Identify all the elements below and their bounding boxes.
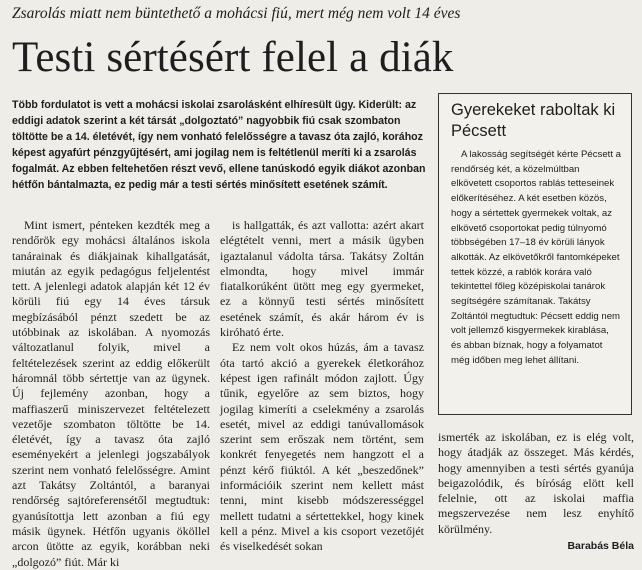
column-1-text: Mint ismert, pénteken kezdték meg a rendőrök egy mohácsi általános iskola tanárainak és diákjainak kihallgatását, miután az egyik pedagógus feljelentést tett. A jelenlegi adatok alapján két 12 év körüli fiú egy 14 éves társuk megbízásából pénzt szedett be az utóbbinak az iskolában. A nyomozás változatlanul folyik, mivel a feltételezések szerint az eddig előkerült háromnál több sértettje van az ügynek. Új fejlemény azonban, hogy a maffiaszerű miniszervezet feltételezett vezetője szombaton töltötte be 14. életévét, így a tavasz óta zajló eseményekért a jelenlegi jogszabályok szerint nem vonható felelősségre. Amint azt Takátsy Zoltántól, a baranyai rendőrség sajtóreferensétől megtudtuk: gyanúsítottja lett azonban a fiú egy másik ügynek. Hétfőn ugyanis ököllel arcon ütötte az egyik, korábban neki „dolgozó” fiút. Már ki <box>12 218 210 569</box>
column-2-text-a: is hallgatták, és azt vallotta: azért akart elégtételt venni, mert a másik ügyben igaztalanul vádolta társa. Takátsy Zoltán elmondta, hogy mivel immár fiatalkorúként ütött meg egy gyermeket, ez a könnyű testi sértés minősített esetének számít, és akár három év is kiróható érte. <box>220 218 424 340</box>
column-3-text: ismerték az iskolában, ez is elég volt, hogy átadják az összeget. Más kérdés, hogy amennyiben a testi sértés gyanúja beigazolódik, és bíróság elött kell felelnie, ott az iskolai maffia megszervezése nem lesz enyhítő körülmény. <box>438 430 634 536</box>
sidebar-box <box>438 93 632 415</box>
kicker: Zsarolás miatt nem büntethető a mohácsi fiú, mert még nem volt 14 éves <box>12 5 461 22</box>
article-column-2 <box>220 218 424 555</box>
sidebar-text: A lakosság segítségét kérte Pécsett a rendőrség két, a közelmúltban elkövetett csoportos rablás tetteseinek előkerítéséhez. A két esetben közös, hogy a sértettek gyermekek voltak, az elkövető csoportokat pedig túlnyomó többségében 17–18 év körüli lányok alkották. Az elkövetőkről fantomképeket tettek közzé, a rablók korára való tekintettel főleg középiskolai tanárok segítségére számítanak. Takátsy Zoltántól megtudtuk: Pécsett eddig nem volt jellemző kisgyermekek kirablása, és abban bíznak, hogy a folyamatot még időben meg lehet állítani. <box>451 149 621 366</box>
article-column-3 <box>438 430 634 554</box>
lead-paragraph <box>12 97 427 193</box>
column-2-text-b: Ez nem volt okos húzás, ám a tavasz óta tartó akció a gyerekek életkorához képest igen rafinált módon zajlott. Úgy tűnik, egyelőre az sem biztos, hogy jogilag kimeríti a cselekmény a zsarolás esetét, mivel az eddigi tanúvallomások szerint sem erőszak nem történt, sem konkrét fenyegetés nem hangzott el a pénzt kérő fiúktól. A két „beszedőnek” információik szerint nem kellett mást tenni, mint kisebb módszerességgel mellett tudatni a sértettekkel, hogy kinek kell a pénz. Mivel a kis csoport vezetőjét és viselkedését sokan <box>220 340 424 554</box>
sidebar-title: Gyerekeket raboltak ki Pécsett <box>451 101 616 140</box>
headline: Testi sértésért felel a diák <box>12 34 454 81</box>
lead-text: Több fordulatot is vett a mohácsi iskolai zsarolásként elhíresült ügy. Kiderült: az eddigi adatok szerint a két társát „dolgoztató” nagyobbik fiú csak szombaton töltötte be a 14. életévét, így nem vonható felelősségre a tavasz óta zajló, korához képest agyafúrt pénzgyűjtésért, ami jogilag nem is feltétlenül meríti ki a zsarolás fogalmát. Az ebben feltehetően részt vevő, ellene tanúskodó egyik diákot azonban hétfőn bántalmazta, ez pedig már a testi sértés minősített esetének számít. <box>12 99 426 191</box>
article-column-1 <box>12 218 210 570</box>
byline: Barabás Béla <box>567 540 634 553</box>
